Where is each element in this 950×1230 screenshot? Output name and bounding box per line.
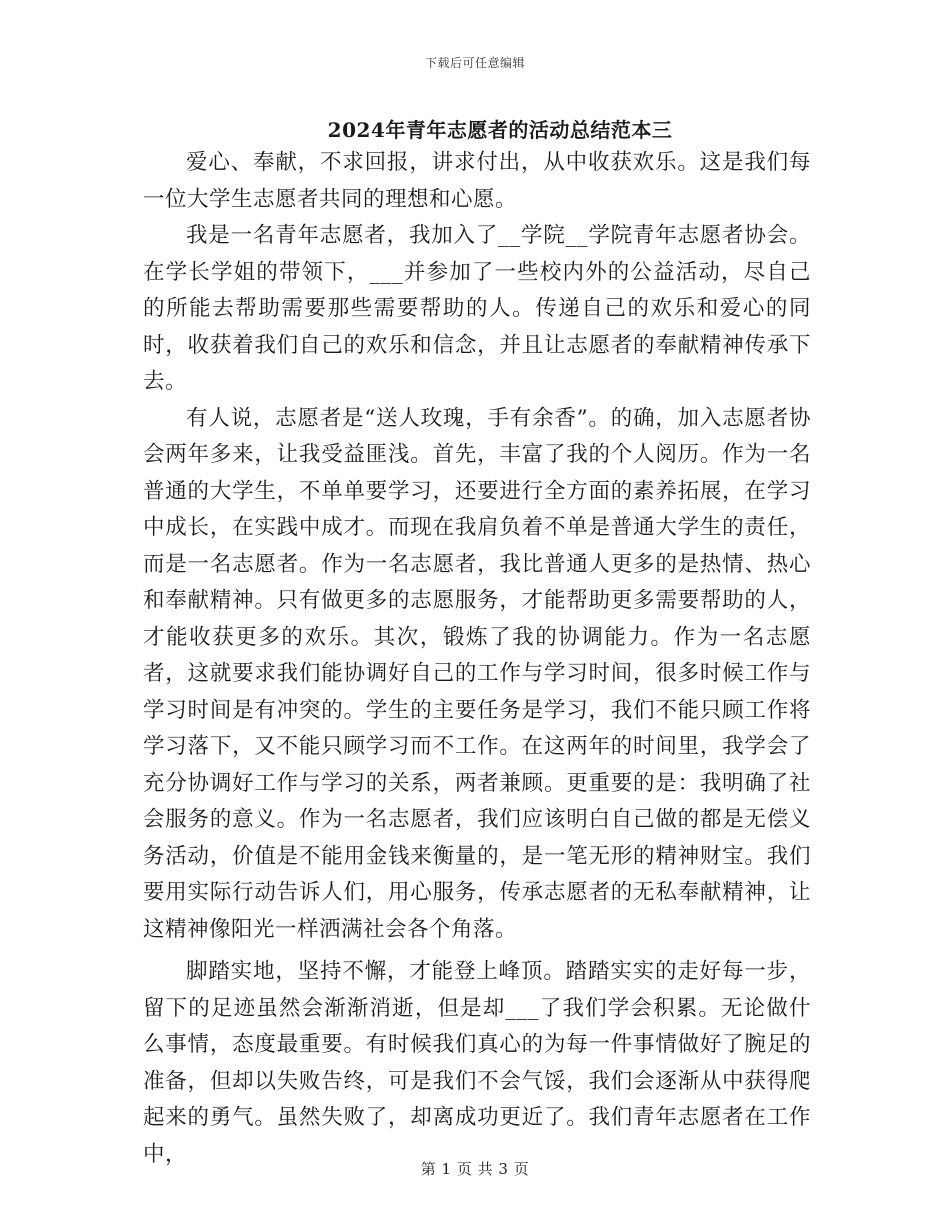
document-body [143,145,811,1173]
paragraph-3: 有人说，志愿者是“送人玫瑰，手有余香”。的确，加入志愿者协会两年多来，让我受益匪浅。首先，丰富了我的个人阅历。作为一名普通的大学生，不单单要学习，还要进行全方面的素养拓展，在学习中成长，在实践中成才。而现在我肩负着不单是普通大学生的责任，而是一名志愿者。作为一名志愿者，我比普通人更多的是热情、热心和奉献精神。只有做更多的志愿服务，才能帮助更多需要帮助的人，才能收获更多的欢乐。其次，锻炼了我的协调能力。作为一名志愿者，这就要求我们能协调好自己的工作与学习时间，很多时候工作与学习时间是有冲突的。学生的主要任务是学习，我们不能只顾工作将学习落下，又不能只顾学习而不工作。在这两年的时间里，我学会了充分协调好工作与学习的关系，两者兼顾。更重要的是：我明确了社会服务的意义。作为一名志愿者，我们应该明白自己做的都是无偿义务活动，价值是不能用金钱来衡量的，是一笔无形的精神财宝。我们要用实际行动告诉人们，用心服务，传承志愿者的无私奉献精神，让这精神像阳光一样洒满社会各个角落。 [143,405,811,942]
header-note: 下载后可任意编辑 [424,56,525,70]
page-number: 第 1 页 共 3 页 [420,1160,530,1178]
paragraph-1: 爱心、奉献，不求回报，讲求付出，从中收获欢乐。这是我们每一位大学生志愿者共同的理想和心愿。 [143,150,811,212]
document-title: 2024年青年志愿者的活动总结范本三 [327,118,673,142]
paragraph-2: 我是一名青年志愿者，我加入了__学院__学院青年志愿者协会。在学长学姐的带领下，___并参加了一些校内外的公益活动，尽自己的所能去帮助需要那些需要帮助的人。传递自己的欢乐和爱心的同时，收获着我们自己的欢乐和信念，并且让志愿者的奉献精神传承下去。 [143,223,811,394]
paragraph-4: 脚踏实地，坚持不懈，才能登上峰顶。踏踏实实的走好每一步，留下的足迹虽然会渐渐消逝，但是却___了我们学会积累。无论做什么事情，态度最重要。有时候我们真心的为每一件事情做好了腕足的准备，但却以失败告终，可是我们不会气馁，我们会逐渐从中获得爬起来的勇气。虽然失败了，却离成功更近了。我们青年志愿者在工作中， [143,959,811,1167]
